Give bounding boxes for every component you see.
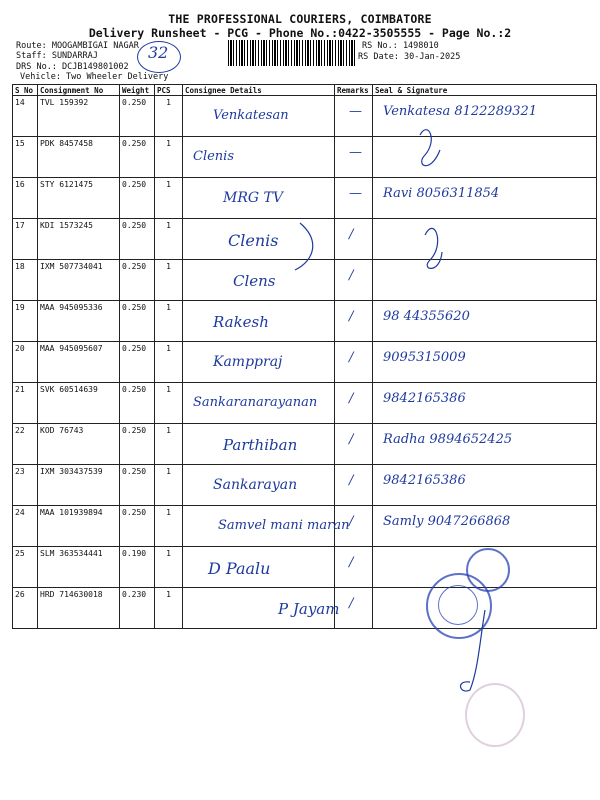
cell-weight: 0.250 <box>120 260 155 301</box>
route-label: Route: MOOGAMBIGAI NAGAR <box>16 41 139 51</box>
cell-consignment: STY 6121475 <box>38 178 120 219</box>
handwritten-consignee: Sankaranarayanan <box>193 395 318 410</box>
cell-consignment: KOD 76743 <box>38 424 120 465</box>
handwritten-remark: / <box>349 432 354 447</box>
cell-signature <box>373 342 597 383</box>
rs-number: RS No.: 1498010 <box>362 41 439 51</box>
cell-consignment: PDK 8457458 <box>38 137 120 178</box>
cell-pcs: 1 <box>155 301 183 342</box>
cell-consignee <box>183 219 335 260</box>
cell-signature <box>373 424 597 465</box>
cell-weight: 0.250 <box>120 137 155 178</box>
staff-label: Staff: SUNDARRAJ <box>16 51 98 61</box>
cell-signature <box>373 178 597 219</box>
table-row <box>13 506 597 547</box>
cell-remarks <box>335 137 373 178</box>
table-row <box>13 301 597 342</box>
cell-remarks <box>335 342 373 383</box>
cell-sno: 22 <box>13 424 38 465</box>
cell-weight: 0.250 <box>120 465 155 506</box>
handwritten-signature: 98 44355620 <box>383 309 470 324</box>
company-title: THE PROFESSIONAL COURIERS, COIMBATORE <box>168 12 432 26</box>
cell-remarks <box>335 588 373 629</box>
cell-weight: 0.250 <box>120 301 155 342</box>
table-row <box>13 342 597 383</box>
cell-consignment: TVL 159392 <box>38 96 120 137</box>
cell-remarks <box>335 178 373 219</box>
cell-sno: 14 <box>13 96 38 137</box>
cell-consignee <box>183 383 335 424</box>
cell-signature <box>373 137 597 178</box>
col-sno: S No <box>13 85 38 96</box>
cell-consignment: MAA 945095607 <box>38 342 120 383</box>
cell-sno: 23 <box>13 465 38 506</box>
cell-consignee <box>183 465 335 506</box>
cell-consignee <box>183 137 335 178</box>
cell-remarks <box>335 260 373 301</box>
cell-pcs: 1 <box>155 424 183 465</box>
cell-signature <box>373 506 597 547</box>
faded-seal-stamp <box>465 683 525 747</box>
handwritten-remark: / <box>349 309 354 324</box>
table-row <box>13 588 597 629</box>
handwritten-consignee: Clenis <box>228 231 279 250</box>
table-row <box>13 260 597 301</box>
cell-remarks <box>335 547 373 588</box>
cell-pcs: 1 <box>155 547 183 588</box>
seal-stamp-inner <box>438 585 478 625</box>
cell-signature <box>373 219 597 260</box>
cell-consignee <box>183 588 340 629</box>
handwritten-consignee: Sankarayan <box>213 477 298 493</box>
handwritten-remark: — <box>349 104 362 119</box>
handwritten-signature: Samly 9047266868 <box>383 514 511 529</box>
handwritten-consignee: Rakesh <box>213 313 269 331</box>
cell-sno: 16 <box>13 178 38 219</box>
cell-weight: 0.250 <box>120 342 155 383</box>
cell-weight: 0.250 <box>120 96 155 137</box>
cell-signature <box>373 96 597 137</box>
runsheet-subtitle: Delivery Runsheet - PCG - Phone No.:0422-3505555 - Page No.:2 <box>88 26 512 40</box>
cell-consignment: MAA 945095336 <box>38 301 120 342</box>
table-row <box>13 424 597 465</box>
cell-sno: 24 <box>13 506 38 547</box>
cell-pcs: 1 <box>155 588 183 629</box>
handwritten-remark: / <box>349 268 354 283</box>
table-body <box>13 96 597 629</box>
table-row <box>13 96 597 137</box>
cell-consignee <box>183 424 335 465</box>
cell-weight: 0.250 <box>120 178 155 219</box>
cell-remarks <box>335 465 373 506</box>
cell-consignment: MAA 101939894 <box>38 506 120 547</box>
cell-consignment: KDI 1573245 <box>38 219 120 260</box>
cell-signature <box>373 465 597 506</box>
handwritten-remark: / <box>349 514 354 529</box>
cell-weight: 0.250 <box>120 219 155 260</box>
handwritten-consignee: Samvel mani maran <box>218 518 350 533</box>
cell-remarks <box>335 506 373 547</box>
handwritten-consignee: Clens <box>233 272 276 290</box>
col-consignee: Consignee Details <box>183 85 335 96</box>
cell-sno: 26 <box>13 588 38 629</box>
rs-date: RS Date: 30-Jan-2025 <box>358 52 461 62</box>
handwritten-signature: Ravi 8056311854 <box>383 186 500 201</box>
handwritten-remark: / <box>349 350 354 365</box>
handwritten-remark: / <box>349 473 354 488</box>
cell-signature <box>373 383 597 424</box>
cell-consignee <box>183 547 335 588</box>
handwritten-remark: / <box>349 555 354 570</box>
cell-pcs: 1 <box>155 342 183 383</box>
cell-consignee <box>183 96 335 137</box>
cell-weight: 0.250 <box>120 424 155 465</box>
col-weight: Weight <box>120 85 155 96</box>
handwritten-remark: / <box>349 227 354 242</box>
cell-consignment: SLM 363534441 <box>38 547 120 588</box>
table-header-row <box>13 85 597 96</box>
cell-consignment: HRD 714630018 <box>38 588 120 629</box>
col-pcs: PCS <box>155 85 183 96</box>
handwritten-consignee: D Paalu <box>208 559 271 578</box>
cell-remarks <box>335 219 373 260</box>
col-remarks: Remarks <box>335 85 373 96</box>
cell-sno: 15 <box>13 137 38 178</box>
cell-pcs: 1 <box>155 465 183 506</box>
cell-consignment: SVK 60514639 <box>38 383 120 424</box>
col-consignment: Consignment No <box>38 85 120 96</box>
cell-consignee <box>183 301 335 342</box>
handwritten-signature: 9842165386 <box>383 391 466 406</box>
cell-pcs: 1 <box>155 506 183 547</box>
cell-remarks <box>335 424 373 465</box>
handwritten-consignee: Kamppraj <box>213 354 283 370</box>
runsheet-table <box>12 84 597 629</box>
handwritten-count: 32 <box>148 43 169 62</box>
handwritten-consignee: Venkatesan <box>213 108 289 123</box>
handwritten-remark: — <box>349 186 362 201</box>
cell-pcs: 1 <box>155 137 183 178</box>
cell-weight: 0.250 <box>120 383 155 424</box>
handwritten-consignee: Clenis <box>193 149 234 164</box>
cell-pcs: 1 <box>155 260 183 301</box>
drs-label: DRS No.: DCJB149801002 <box>16 62 129 72</box>
cell-remarks <box>335 96 373 137</box>
handwritten-signature: Radha 9894652425 <box>383 432 513 447</box>
cell-sno: 18 <box>13 260 38 301</box>
cell-pcs: 1 <box>155 178 183 219</box>
table-row <box>13 137 597 178</box>
cell-consignee <box>183 506 350 547</box>
vehicle-label: Vehicle: Two Wheeler Delivery <box>20 72 169 82</box>
cell-sno: 21 <box>13 383 38 424</box>
handwritten-remark: — <box>349 145 362 160</box>
cell-remarks <box>335 301 373 342</box>
cell-consignee <box>183 342 335 383</box>
cell-weight: 0.250 <box>120 506 155 547</box>
cell-sno: 20 <box>13 342 38 383</box>
cell-consignment: IXM 303437539 <box>38 465 120 506</box>
cell-pcs: 1 <box>155 96 183 137</box>
table-row <box>13 178 597 219</box>
handwritten-signature: Venkatesa 8122289321 <box>383 104 538 119</box>
cell-sno: 25 <box>13 547 38 588</box>
cell-remarks <box>335 383 373 424</box>
handwritten-remark: / <box>349 391 354 406</box>
handwritten-remark: / <box>349 596 354 611</box>
cell-signature <box>373 260 597 301</box>
cell-sno: 17 <box>13 219 38 260</box>
cell-weight: 0.230 <box>120 588 155 629</box>
handwritten-signature: 9842165386 <box>383 473 466 488</box>
handwritten-consignee: Parthiban <box>223 436 298 454</box>
table-row <box>13 383 597 424</box>
handwritten-consignee: P Jayam <box>278 600 340 618</box>
table-row <box>13 219 597 260</box>
cell-pcs: 1 <box>155 219 183 260</box>
cell-weight: 0.190 <box>120 547 155 588</box>
cell-consignee <box>183 178 335 219</box>
cell-pcs: 1 <box>155 383 183 424</box>
table-row <box>13 465 597 506</box>
cell-signature <box>373 301 597 342</box>
col-signature: Seal & Signature <box>373 85 597 96</box>
handwritten-consignee: MRG TV <box>223 190 283 206</box>
cell-sno: 19 <box>13 301 38 342</box>
barcode <box>228 40 356 66</box>
cell-consignment: IXM 507734041 <box>38 260 120 301</box>
handwritten-signature: 9095315009 <box>383 350 466 365</box>
cell-consignee <box>183 260 335 301</box>
seal-stamp-small <box>466 548 510 592</box>
